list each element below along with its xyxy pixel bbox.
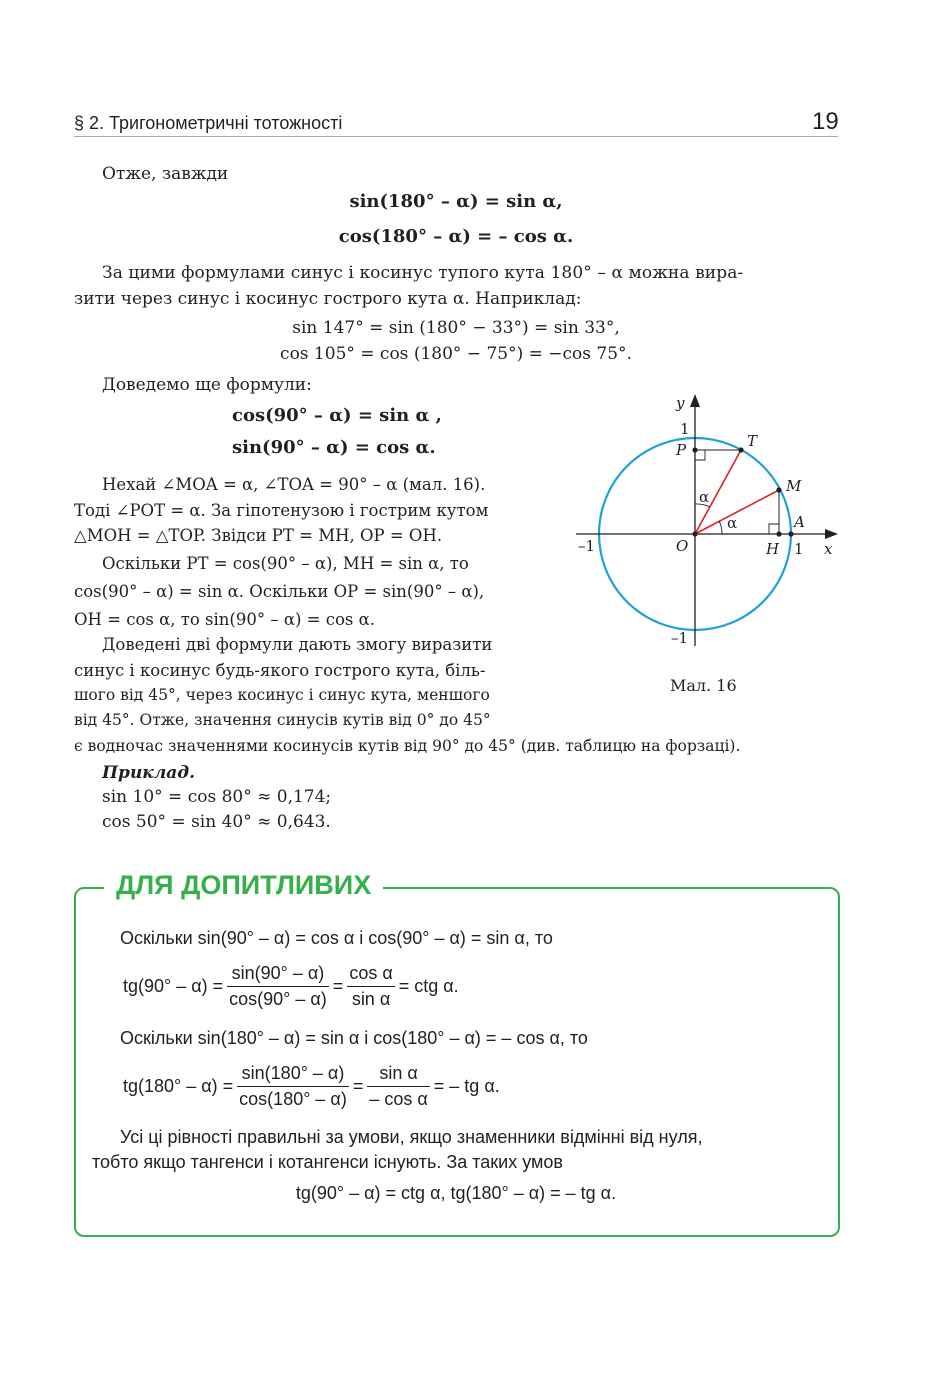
label-one-y: 1 bbox=[680, 420, 690, 438]
paragraph-4-line-5: є водночас значеннями косинусів кутів від 90° до 45° (див. таблицю на форзаці). bbox=[74, 737, 741, 755]
fraction-numerator: cos α bbox=[347, 963, 394, 987]
fraction-numerator: sin α bbox=[367, 1063, 429, 1087]
point-H bbox=[776, 531, 781, 536]
fraction-sin-cos-180 bbox=[237, 1063, 349, 1110]
point-M bbox=[776, 487, 781, 492]
box-line-4: тобто якщо тангенси і котангенси існують. За таких умов bbox=[92, 1152, 563, 1172]
example-line-2: cos 50° = sin 40° ≈ 0,643. bbox=[102, 812, 331, 832]
point-O bbox=[692, 531, 697, 536]
label-O: O bbox=[676, 537, 689, 555]
fraction-cos-sin bbox=[347, 963, 394, 1010]
example-sin-147: sin 147° = sin (180° − 33°) = sin 33°, bbox=[292, 318, 620, 338]
label-y: y bbox=[676, 394, 685, 412]
label-one-x: 1 bbox=[794, 540, 804, 558]
box-line-2: Оскільки sin(180° – α) = sin α і cos(180° – α) = – cos α, то bbox=[120, 1028, 588, 1048]
paragraph-1-line-1: За цими формулами синус і косинус тупого кута 180° – α можна вира- bbox=[102, 263, 744, 283]
formula-tg-90 bbox=[123, 963, 459, 1010]
point-A bbox=[788, 531, 793, 536]
point-T bbox=[738, 447, 743, 452]
formula-cos-90: cos(90° – α) = sin α , bbox=[232, 405, 442, 426]
paragraph-4-line-2: синус і косинус будь-якого гострого кута, біль- bbox=[74, 661, 486, 680]
angle-arc-alpha-x bbox=[719, 521, 722, 534]
label-T: T bbox=[747, 432, 758, 450]
label-alpha-upper: α bbox=[699, 488, 710, 506]
paragraph-3-line-1: Оскільки PT = cos(90° – α), MH = sin α, то bbox=[102, 554, 469, 573]
paragraph-4-line-4: від 45°. Отже, значення синусів кутів від 0° до 45° bbox=[74, 711, 491, 729]
label-H: H bbox=[766, 540, 780, 558]
paragraph-3-line-3: OH = cos α, то sin(90° – α) = cos α. bbox=[74, 610, 376, 629]
fraction-sin-minus-cos bbox=[367, 1063, 429, 1110]
paragraph-2-line-3: △MOH = △TOP. Звідси PT = MH, OP = OH. bbox=[74, 526, 443, 545]
tg-180-right: = – tg α. bbox=[433, 1076, 500, 1096]
fraction-denominator: – cos α bbox=[369, 1089, 428, 1109]
paragraph-3-line-2: cos(90° – α) = sin α. Оскільки OP = sin(90° – α), bbox=[74, 582, 485, 601]
formula-cos-180: cos(180° – α) = – cos α. bbox=[338, 226, 574, 247]
running-header: § 2. Тригонометричні тотожності bbox=[74, 113, 343, 133]
example-heading: Приклад. bbox=[102, 763, 196, 783]
x-axis-arrow bbox=[825, 529, 838, 539]
paragraph-2-line-2: Тоді ∠POT = α. За гіпотенузою і гострим кутом bbox=[74, 501, 489, 520]
label-minus-one-y: –1 bbox=[671, 629, 689, 647]
formula-sin-90: sin(90° – α) = cos α. bbox=[232, 437, 436, 458]
curious-box-title: ДЛЯ ДОПИТЛИВИХ bbox=[104, 870, 383, 901]
box-line-1: Оскільки sin(90° – α) = cos α і cos(90° – α) = sin α, то bbox=[120, 928, 553, 948]
label-minus-one-x: –1 bbox=[578, 537, 596, 555]
fraction-denominator: cos(180° – α) bbox=[239, 1089, 347, 1109]
fraction-denominator: cos(90° – α) bbox=[229, 989, 327, 1009]
box-line-5: tg(90° – α) = ctg α, tg(180° – α) = – tg α. bbox=[295, 1183, 617, 1203]
tg-90-right: = ctg α. bbox=[398, 976, 459, 996]
label-P: P bbox=[676, 441, 687, 459]
fraction-denominator: sin α bbox=[351, 989, 391, 1009]
fraction-sin-cos-90 bbox=[227, 963, 329, 1010]
header-divider bbox=[74, 136, 838, 137]
paragraph-4-line-3: шого від 45°, через косинус і синус кута, меншого bbox=[74, 686, 490, 704]
point-P bbox=[692, 447, 697, 452]
tg-180-left: tg(180° – α) = bbox=[123, 1076, 234, 1096]
example-line-1: sin 10° = cos 80° ≈ 0,174; bbox=[102, 787, 332, 807]
equals-sign: = bbox=[332, 976, 344, 996]
page-number: 19 bbox=[812, 108, 839, 135]
box-line-3: Усі ці рівності правильні за умови, якщо знаменники відмінні від нуля, bbox=[120, 1127, 703, 1147]
paragraph-2-line-1: Нехай ∠MOA = α, ∠TOA = 90° – α (мал. 16). bbox=[102, 475, 486, 494]
figure-caption: Мал. 16 bbox=[670, 676, 737, 695]
fraction-numerator: sin(90° – α) bbox=[227, 963, 329, 987]
y-axis-arrow bbox=[690, 394, 700, 407]
intro-text: Отже, завжди bbox=[102, 164, 229, 184]
paragraph-1-line-2: зити через синус і косинус гострого кута α. Наприклад: bbox=[74, 289, 582, 309]
paragraph-4-line-1: Доведені дві формули дають змогу виразити bbox=[102, 635, 493, 654]
formula-tg-180 bbox=[123, 1063, 500, 1110]
label-M: M bbox=[786, 477, 802, 495]
formula-sin-180: sin(180° – α) = sin α, bbox=[349, 191, 563, 212]
equals-sign: = bbox=[352, 1076, 364, 1096]
prove-intro: Доведемо ще формули: bbox=[102, 375, 312, 395]
label-A: A bbox=[794, 513, 805, 531]
unit-circle-figure bbox=[570, 388, 850, 698]
label-x: x bbox=[824, 540, 833, 558]
label-alpha-lower: α bbox=[727, 514, 738, 532]
fraction-numerator: sin(180° – α) bbox=[237, 1063, 349, 1087]
tg-90-left: tg(90° – α) = bbox=[123, 976, 224, 996]
example-cos-105: cos 105° = cos (180° − 75°) = −cos 75°. bbox=[280, 344, 632, 364]
